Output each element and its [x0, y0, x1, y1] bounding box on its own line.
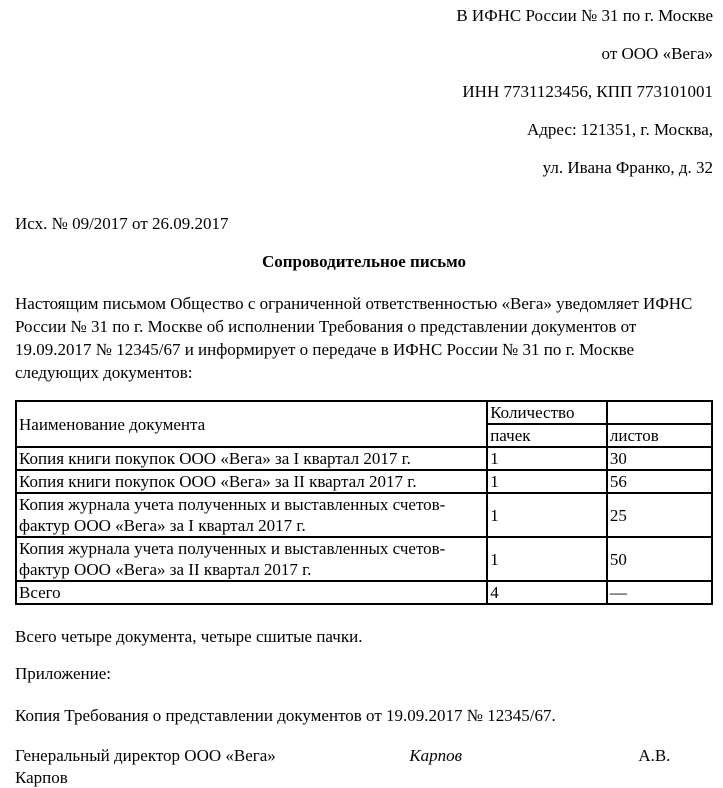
cell-total-sheets: — — [607, 581, 712, 604]
cell-total-packs: 4 — [487, 581, 607, 604]
cell-packs: 1 — [487, 537, 607, 581]
signature-row — [15, 746, 713, 766]
recipient-line: ИНН 7731123456, КПП 773101001 — [462, 82, 713, 101]
attachment-line: Копия Требования о представлении документов от 19.09.2017 № 12345/67. — [15, 706, 556, 725]
recipient-line: от ООО «Вега» — [601, 44, 713, 63]
header-cell-empty — [607, 401, 712, 424]
table-row — [16, 493, 712, 537]
signature-position: Генеральный директор ООО «Вега» — [15, 746, 276, 765]
cell-total-label: Всего — [16, 581, 487, 604]
table-row — [16, 470, 712, 493]
summary-line: Всего четыре документа, четыре сшитые пачки. — [15, 627, 363, 646]
table-row — [16, 537, 712, 581]
cell-sheets: 56 — [607, 470, 712, 493]
recipient-line: В ИФНС России № 31 по г. Москве — [456, 6, 713, 25]
cell-document-name: Копия журнала учета полученных и выставленных счетов-фактур ООО «Вега» за I квартал 2017 г. — [16, 493, 487, 537]
header-cell-quantity: Количество — [487, 401, 607, 424]
attachment-label: Приложение: — [15, 664, 111, 683]
document-title: Сопроводительное письмо — [261, 252, 467, 271]
intro-paragraph: Настоящим письмом Общество с ограниченной ответственностью «Вега» уведомляет ИФНС России № 31 по г. Москве об исполнении Требования о представлении документов от 19.09.2017 № 12345/67 и информирует о передаче в ИФНС России № 31 по г. Москве следующих документов: — [15, 294, 693, 382]
outgoing-ref-line: Исх. № 09/2017 от 26.09.2017 — [15, 214, 229, 233]
recipient-line: Адрес: 121351, г. Москва, — [527, 120, 713, 139]
recipient-block — [15, 6, 713, 178]
header-cell-document-name: Наименование документа — [16, 401, 487, 447]
signature-initials: А.В. — [638, 746, 671, 765]
subheader-cell-sheets: листов — [607, 424, 712, 447]
documents-table — [15, 400, 713, 605]
table-total-row — [16, 581, 712, 604]
signature-surname: Карпов — [15, 768, 68, 787]
cell-packs: 1 — [487, 447, 607, 470]
cell-document-name: Копия книги покупок ООО «Вега» за I квартал 2017 г. — [16, 447, 487, 470]
cell-packs: 1 — [487, 493, 607, 537]
cell-sheets: 30 — [607, 447, 712, 470]
subheader-cell-packs: пачек — [487, 424, 607, 447]
table-header-row-1 — [16, 401, 712, 424]
cell-packs: 1 — [487, 470, 607, 493]
cell-sheets: 50 — [607, 537, 712, 581]
signature-autograph: Карпов — [409, 746, 463, 765]
cell-document-name: Копия книги покупок ООО «Вега» за II квартал 2017 г. — [16, 470, 487, 493]
recipient-line: ул. Ивана Франко, д. 32 — [542, 158, 713, 177]
cell-document-name: Копия журнала учета полученных и выставленных счетов-фактур ООО «Вега» за II квартал 2017 г. — [16, 537, 487, 581]
cell-sheets: 25 — [607, 493, 712, 537]
table-row — [16, 447, 712, 470]
